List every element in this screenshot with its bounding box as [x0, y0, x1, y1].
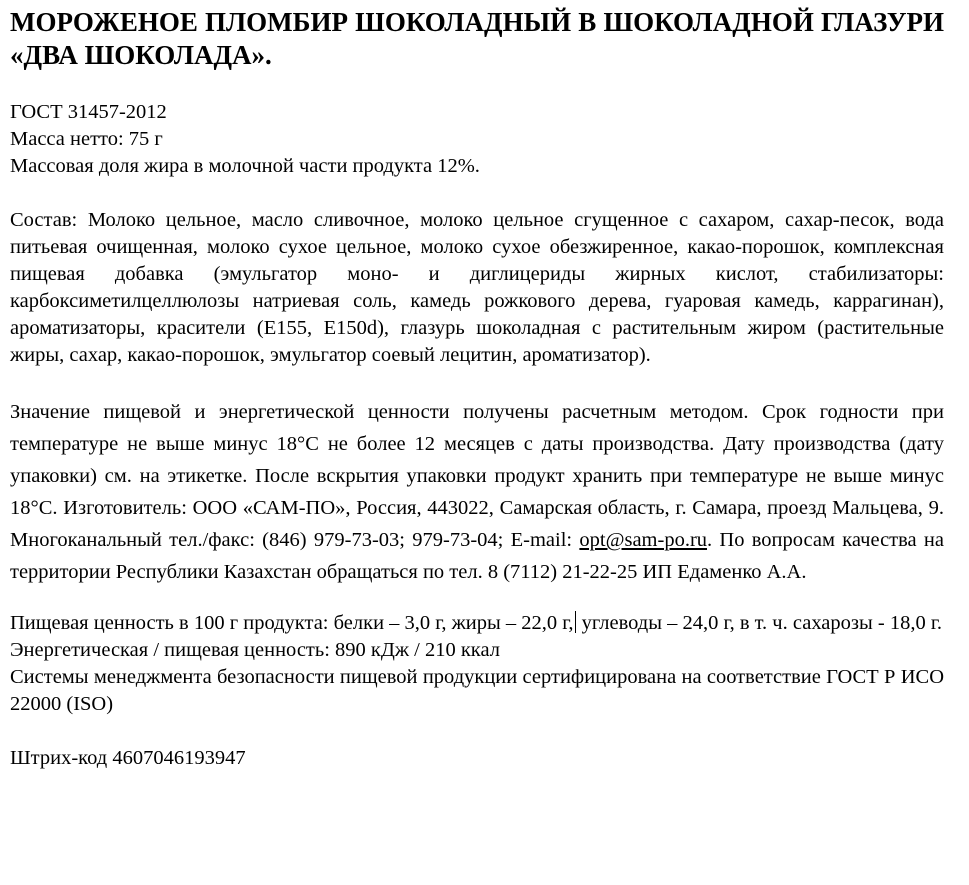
nutrition-part-2: углеводы – 24,0 г, в т. ч. сахарозы - 18,0 г. — [576, 612, 943, 634]
fat-share-line: Массовая доля жира в молочной части продукта 12%. — [10, 155, 480, 177]
product-title: МОРОЖЕНОЕ ПЛОМБИР ШОКОЛАДНЫЙ В ШОКОЛАДНОЙ ГЛАЗУРИ «ДВА ШОКОЛАДА». — [10, 7, 944, 70]
barcode-line: Штрих-код 4607046193947 — [10, 747, 246, 769]
certification-line: Системы менеджмента безопасности пищевой продукции сертифицирована на соответствие ГОСТ Р ИСО 22000 (ISO) — [10, 666, 944, 715]
spacer — [10, 369, 944, 396]
email-link[interactable]: opt@sam-po.ru — [579, 529, 708, 551]
composition-block — [10, 207, 944, 369]
info-text-start: Значение пищевой и энергетической ценности получены расчетным методом. Срок годности при температуре не выше минус 18°С не более 12 месяцев с даты производства. Дату производства (дату упаковки) см. на этикетке. После вскрытия упаковки продукт хранить при температуре не выше минус 18°С. Изготовитель: ООО «САМ-ПО», Россия, 443022, Самарская область, г. Самара, проезд Мальцева, 9. Многоканальный тел./факс: (846) 979-73-03; 979-73-04; E-mail: — [10, 401, 944, 551]
manufacturer-info-text — [10, 396, 944, 588]
nutrition-line — [10, 610, 944, 637]
info-text-end: . По вопросам качества на территории Республики Казахстан обращаться по тел. 8 (7112) 21-22-25 ИП Едаменко А.А. — [10, 529, 944, 583]
spacer — [10, 72, 944, 99]
energy-line: Энергетическая / пищевая ценность: 890 кДж / 210 ккал — [10, 639, 500, 661]
barcode-block — [10, 745, 944, 772]
spacer — [10, 180, 944, 207]
document — [10, 6, 944, 772]
manufacturer-info-block — [10, 396, 944, 588]
standard-line: ГОСТ 31457-2012 — [10, 101, 167, 123]
nutrition-part-1: Пищевая ценность в 100 г продукта: белки – 3,0 г, жиры – 22,0 г, — [10, 612, 574, 634]
nutrition-block — [10, 610, 944, 718]
composition-text: Состав: Молоко цельное, масло сливочное, молоко цельное сгущенное с сахаром, сахар-песок, вода питьевая очищенная, молоко сухое цельное, молоко сухое обезжиренное, какао-порошок, комплексная пищевая добавка (эмульгатор моно- и диглицериды жирных кислот, стабилизаторы: карбоксиметилцеллюлозы натриевая соль, камедь рожкового дерева, гуаровая камедь, каррагинан), ароматизаторы, красители (Е155, Е150d), глазурь шоколадная с растительным жиром (растительные жиры, сахар, какао-порошок, эмульгатор соевый лецитин, ароматизатор). — [10, 209, 944, 366]
spacer — [10, 718, 944, 745]
product-basics — [10, 99, 944, 180]
net-mass-line: Масса нетто: 75 г — [10, 128, 163, 150]
spacer — [10, 588, 944, 610]
text-cursor — [575, 611, 576, 633]
